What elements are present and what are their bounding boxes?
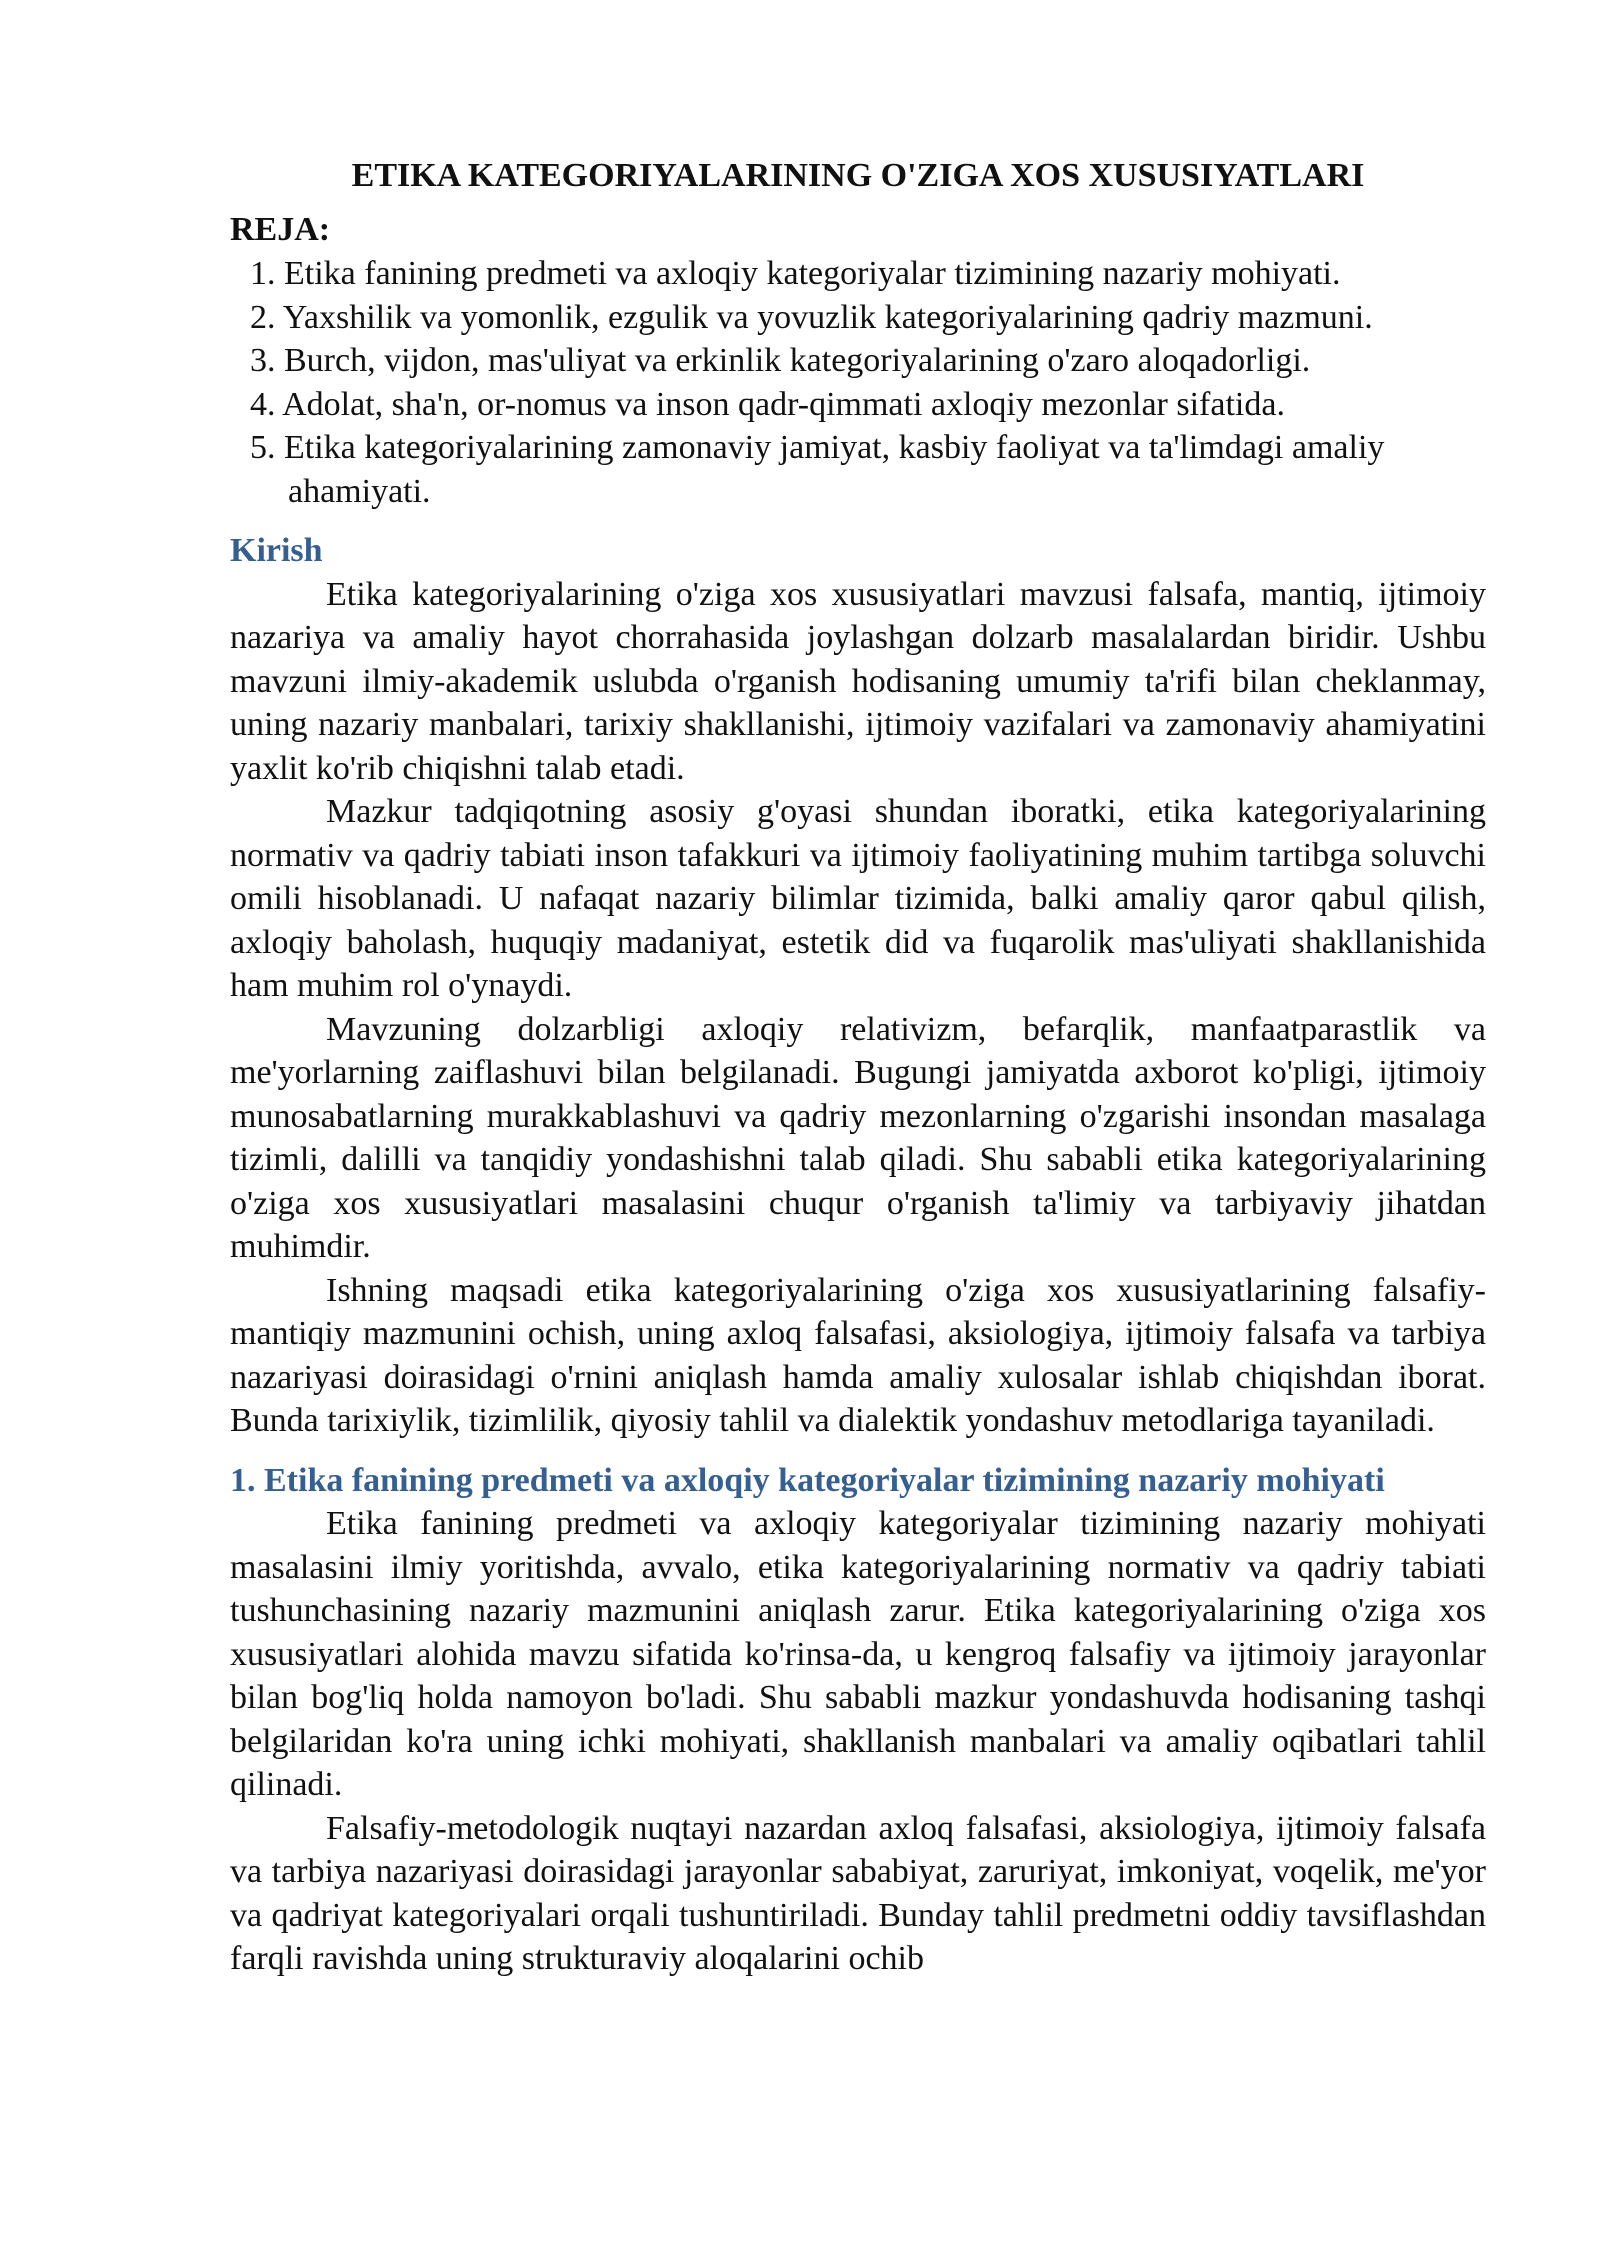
intro-paragraph: Mazkur tadqiqotning asosiy g'oyasi shundan iboratki, etika kategoriyalarining normativ va qadriy tabiati inson tafakkuri va ijtimoiy faoliyatining muhim tartibga soluvchi omili hisoblanadi. U nafaqat nazariy bilimlar tizimida, balki amaliy qaror qabul qilish, axloqiy baholash, huquqiy madaniyat, estetik did va fuqarolik mas'uliyati shakllanishida ham muhim rol o'ynaydi. — [230, 793, 1486, 1004]
plan-item: 1. Etika fanining predmeti va axloqiy kategoriyalar tizimining nazariy mohiyati. — [250, 255, 1341, 292]
intro-paragraph: Ishning maqsadi etika kategoriyalarining o'ziga xos xususiyatlarining falsafiy-mantiqiy mazmunini ochish, uning axloq falsafasi, aksiologiya, ijtimoiy falsafa va tarbiya nazariyasi doirasidagi o'rnini aniqlash hamda amaliy xulosalar ishlab chiqishdan iborat. Bunda tarixiylik, tizimlilik, qiyosiy tahlil va dialektik yondashuv metodlariga tayaniladi. — [230, 1271, 1486, 1439]
intro-paragraph: Mavzuning dolzarbligi axloqiy relativizm, befarqlik, manfaatparastlik va me'yorlarning zaiflashuvi bilan belgilanadi. Bugungi jamiyatda axborot ko'pligi, ijtimoiy munosabatlarning murakkablashuvi va qadriy mezonlarning o'zgarishi insondan masalaga tizimli, dalilli va tanqidiy yondashishni talab qiladi. Shu sababli etika kategoriyalarining o'ziga xos xususiyatlari masalasini chuqur o'rganish ta'limiy va tarbiyaviy jihatdan muhimdir. — [230, 1010, 1486, 1265]
document-body — [230, 150, 1486, 1981]
section-1-paragraph: Etika fanining predmeti va axloqiy kategoriyalar tizimining nazariy mohiyati masalasini ilmiy yoritishda, avvalo, etika kategoriyalarining normativ va qadriy tabiati tushunchasining nazariy mazmunini aniqlash zarur. Etika kategoriyalarining o'ziga xos xususiyatlari alohida mavzu sifatida ko'rinsa-da, u kengroq falsafiy va ijtimoiy jarayonlar bilan bog'liq holda namoyon bo'ladi. Shu sababli mazkur yondashuvda hodisaning tashqi belgilaridan ko'ra uning ichki mohiyati, shakllanish manbalari va amaliy oqibatlari tahlil qilinadi. — [230, 1505, 1486, 1803]
section-1-heading: 1. Etika fanining predmeti va axloqiy kategoriyalar tizimining nazariy mohiyati — [230, 1461, 1385, 1499]
intro-heading: Kirish — [230, 532, 323, 569]
plan-item: 5. Etika kategoriyalarining zamonaviy jamiyat, kasbiy faoliyat va ta'limdagi amaliy ahamiyati. — [250, 429, 1385, 510]
document-title: ETIKA KATEGORIYALARINING O'ZIGA XOS XUSUSIYATLARI — [351, 157, 1365, 194]
plan-list — [230, 252, 1486, 513]
intro-paragraph: Etika kategoriyalarining o'ziga xos xususiyatlari mavzusi falsafa, mantiq, ijtimoiy nazariya va amaliy hayot chorrahasida joylashgan dolzarb masalalardan biridir. Ushbu mavzuni ilmiy-akademik uslubda o'rganish hodisaning umumiy ta'rifi bilan cheklanmay, uning nazariy manbalari, tarixiy shakllanishi, ijtimoiy vazifalari va zamonaviy ahamiyatini yaxlit ko'rib chiqishni talab etadi. — [230, 575, 1486, 787]
plan-item: 3. Burch, vijdon, mas'uliyat va erkinlik kategoriyalarining o'zaro aloqadorligi. — [250, 342, 1311, 379]
plan-label: REJA: — [230, 211, 331, 248]
plan-item: 4. Adolat, sha'n, or-nomus va inson qadr-qimmati axloqiy mezonlar sifatida. — [250, 385, 1285, 423]
section-1-paragraph: Falsafiy-metodologik nuqtayi nazardan axloq falsafasi, aksiologiya, ijtimoiy falsafa va tarbiya nazariyasi doirasidagi jarayonlar sababiyat, zaruriyat, imkoniyat, voqelik, me'yor va qadriyat kategoriyalari orqali tushuntiriladi. Bunday tahlil predmetni oddiy tavsiflashdan farqli ravishda uning strukturaviy aloqalarini ochib — [230, 1809, 1486, 1977]
plan-item: 2. Yaxshilik va yomonlik, ezgulik va yovuzlik kategoriyalarining qadriy mazmuni. — [250, 298, 1373, 336]
